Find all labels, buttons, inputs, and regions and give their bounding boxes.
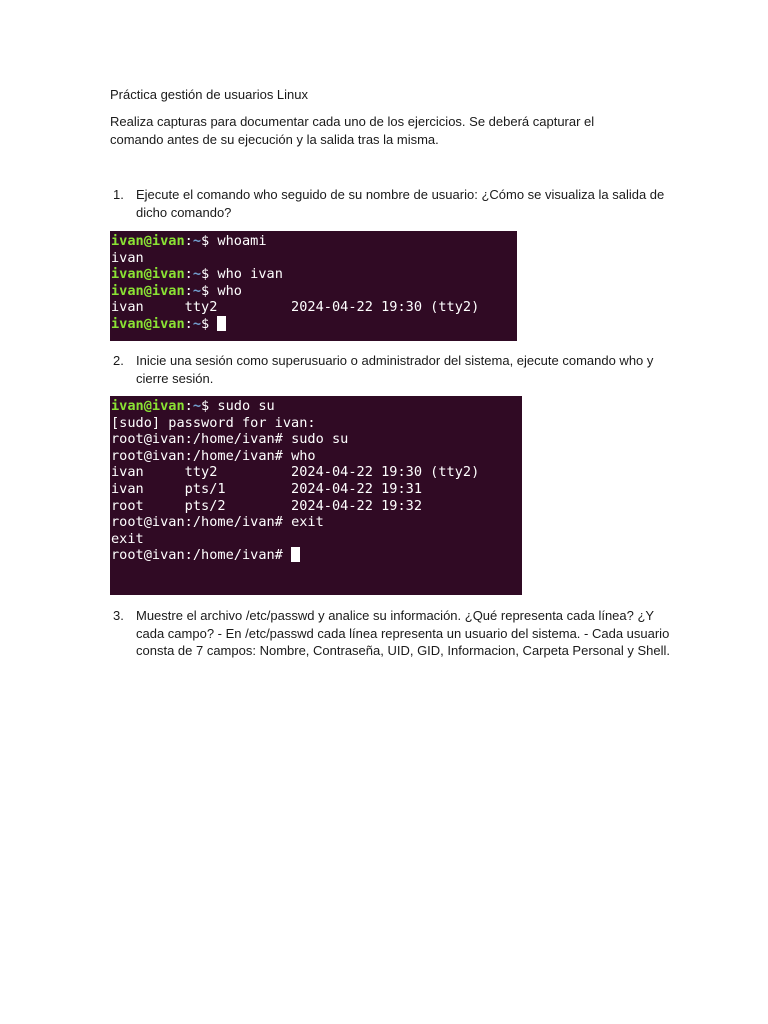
document-title: Práctica gestión de usuarios Linux [110,87,309,102]
list-item-text: Muestre el archivo /etc/passwd y analice su información. ¿Qué representa cada línea? ¿Y cada campo? - En /etc/passwd cada línea representa un usuario del sistema. - Cada usuario consta de 7 campos: Nombre, Contraseña, UID, GID, Informacion, Carpeta Personal y Shell. [136,608,670,658]
prompt-symbol: $ [201,266,218,283]
prompt-user: ivan@ivan [111,266,185,283]
terminal-line [111,250,517,267]
terminal-line [111,266,517,283]
terminal-command: who [217,282,242,299]
prompt-user: ivan@ivan [111,233,185,249]
prompt-symbol: $ [201,315,218,332]
list-item-text: Ejecute el comando who seguido de su nombre de usuario: ¿Cómo se visualiza la salida de dicho comando? [136,187,665,220]
prompt-separator: : [184,233,193,249]
prompt-path: ~ [192,398,202,414]
list-item-text: Inicie una sesión como superusuario o administrador del sistema, ejecute comando who y cierre sesión. [136,353,654,386]
prompt-separator: : [184,398,193,414]
list-item-number: 3. [113,608,124,623]
root-prompt: root@ivan:/home/ivan# [111,447,292,464]
prompt-separator: : [184,282,193,299]
terminal-output: ivan tty2 2024-04-22 19:30 (tty2) [111,464,480,481]
terminal-line [111,547,522,564]
terminal-command: whoami [217,233,267,249]
prompt-path: ~ [192,315,202,332]
terminal-command: exit [291,514,324,531]
terminal-line [111,448,522,465]
terminal-line [111,398,522,415]
prompt-path: ~ [192,282,202,299]
prompt-path: ~ [192,233,202,249]
root-prompt: root@ivan:/home/ivan# [111,514,292,531]
terminal-line [111,481,522,498]
terminal-screenshot-2 [110,396,522,595]
root-prompt: root@ivan:/home/ivan# [111,547,292,564]
terminal-output: ivan tty2 2024-04-22 19:30 (tty2) [111,299,480,316]
prompt-separator: : [184,266,193,283]
terminal-cursor [217,316,226,331]
terminal-line [111,415,522,432]
prompt-user: ivan@ivan [111,398,185,414]
document-intro: Realiza capturas para documentar cada uno de los ejercicios. Se deberá capturar el comando antes de su ejecución y la salida tras la misma. [110,114,595,147]
terminal-output: [sudo] password for ivan: [111,414,316,431]
terminal-cursor [291,547,300,562]
terminal-line [111,283,517,300]
terminal-command: sudo su [291,431,349,448]
terminal-line [111,498,522,515]
terminal-line [111,514,522,531]
prompt-user: ivan@ivan [111,315,185,332]
terminal-output: root pts/2 2024-04-22 19:32 [111,497,422,514]
root-prompt: root@ivan:/home/ivan# [111,431,292,448]
list-item-number: 1. [113,187,124,202]
list-item-2 [110,352,670,387]
terminal-command: who [291,447,316,464]
terminal-line [111,464,522,481]
list-item-1 [110,186,670,221]
terminal-output: ivan pts/1 2024-04-22 19:31 [111,480,422,497]
list-item-3 [110,607,670,660]
terminal-line [111,316,517,333]
terminal-screenshot-1 [110,231,517,341]
terminal-output: ivan [111,249,144,266]
list-item-number: 2. [113,353,124,368]
terminal-line [111,233,517,250]
prompt-symbol: $ [201,282,218,299]
prompt-separator: : [184,315,193,332]
terminal-command: who ivan [217,266,283,283]
terminal-line [111,431,522,448]
prompt-user: ivan@ivan [111,282,185,299]
terminal-line [111,531,522,548]
prompt-symbol: $ [201,398,218,414]
terminal-command: sudo su [217,398,275,414]
prompt-path: ~ [192,266,202,283]
prompt-symbol: $ [201,233,218,249]
terminal-output: exit [111,530,144,547]
terminal-line [111,299,517,316]
